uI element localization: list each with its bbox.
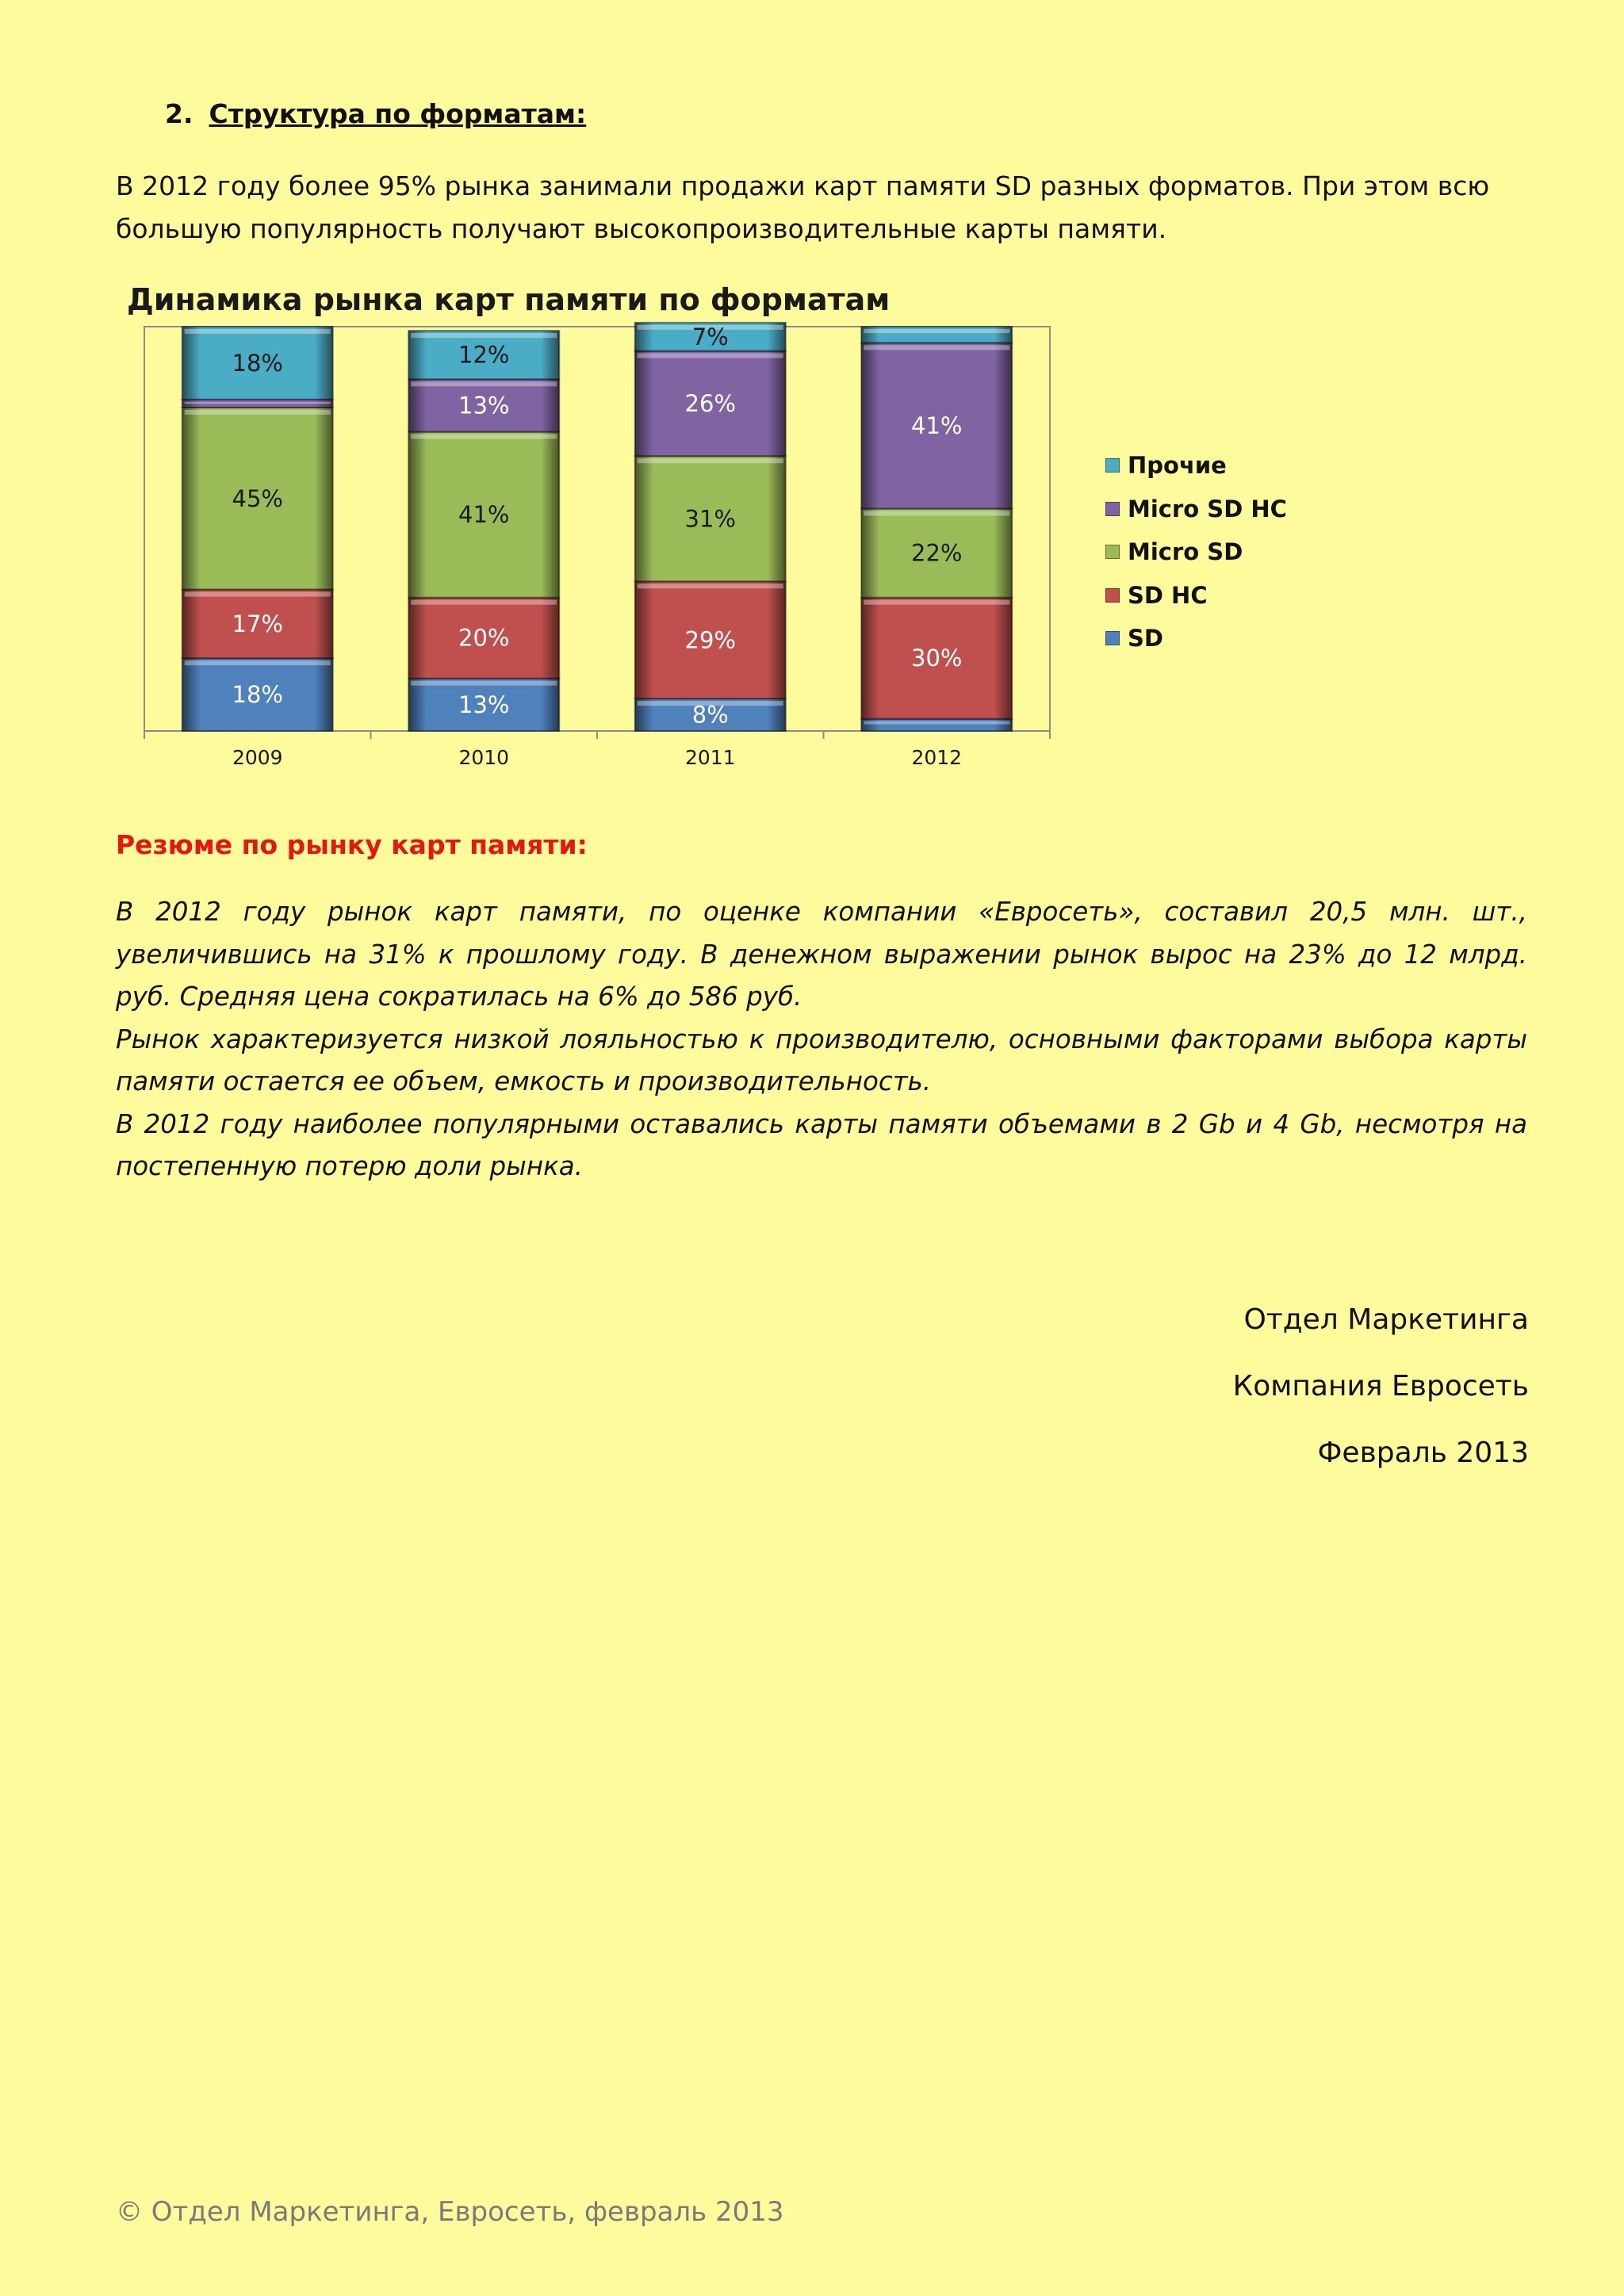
page-footer: © Отдел Маркетинга, Евросеть, февраль 2013 bbox=[116, 2196, 784, 2228]
data-label: 41% bbox=[911, 411, 963, 439]
bar-highlight bbox=[185, 592, 331, 597]
summary-paragraph: В 2012 году рынок карт памяти, по оценке компании «Евросеть», составил 20,5 млн. шт., увеличившись на 31% к прошлому году. В денежном выражении рынок вырос на 23% до 12 млрд. руб. Средняя цена сократилась на 6% до 586 руб. bbox=[116, 897, 1527, 1012]
data-label: 26% bbox=[684, 389, 736, 417]
intro-paragraph: В 2012 году более 95% рынка занимали продажи карт памяти SD разных форматов. При этом всю большую популярность получают высокопроизводительные карты памяти. bbox=[116, 170, 1490, 244]
signature-department: Отдел Маркетинга bbox=[1243, 1303, 1529, 1336]
summary-title: Резюме по рынку карт памяти: bbox=[116, 829, 588, 860]
bar-highlight bbox=[185, 329, 331, 334]
bar-highlight bbox=[864, 600, 1009, 605]
data-label: 17% bbox=[232, 610, 283, 637]
bar-highlight bbox=[411, 434, 557, 439]
legend-swatch bbox=[1105, 631, 1120, 645]
data-label: 7% bbox=[691, 323, 729, 350]
legend-label: Прочие bbox=[1128, 452, 1227, 480]
legend-item bbox=[1105, 488, 1287, 531]
chart-legend bbox=[1105, 444, 1287, 660]
data-label: 13% bbox=[458, 392, 510, 419]
signature-date: Февраль 2013 bbox=[1317, 1437, 1529, 1469]
bar-highlight bbox=[185, 402, 331, 404]
data-label: 41% bbox=[458, 501, 510, 529]
data-label: 22% bbox=[911, 539, 963, 567]
legend-item bbox=[1105, 444, 1287, 488]
bar-highlight bbox=[864, 329, 1009, 333]
legend-label: Micro SD bbox=[1128, 538, 1243, 566]
summary-paragraph: Рынок характеризуется низкой лояльностью к производителю, основными факторами выбора карты памяти остается ее объем, емкость и производительность. bbox=[116, 1024, 1527, 1096]
bar-highlight bbox=[411, 381, 557, 386]
summary-text bbox=[116, 891, 1527, 1188]
bar-highlight bbox=[411, 681, 557, 686]
section-title: Структура по форматам: bbox=[209, 98, 587, 129]
legend-swatch bbox=[1105, 502, 1120, 516]
data-label: 20% bbox=[458, 624, 510, 652]
legend-swatch bbox=[1105, 458, 1120, 473]
data-label: 13% bbox=[458, 691, 510, 718]
legend-label: Micro SD HC bbox=[1128, 495, 1287, 522]
summary-paragraph: В 2012 году наиболее популярными оставались карты памяти объемами в 2 Gb и 4 Gb, несмотря на постепенную потерю доли рынка. bbox=[116, 1108, 1527, 1181]
legend-item bbox=[1105, 617, 1287, 660]
bar-bevel bbox=[861, 719, 1012, 731]
section-heading bbox=[165, 98, 586, 129]
legend-label: SD HC bbox=[1128, 581, 1208, 609]
chart-title: Динамика рынка карт памяти по форматам bbox=[127, 282, 891, 317]
data-label: 18% bbox=[232, 681, 283, 709]
legend-item bbox=[1105, 530, 1287, 574]
signature-company: Компания Евросеть bbox=[1232, 1370, 1529, 1402]
bar-highlight bbox=[638, 458, 783, 463]
data-label: 8% bbox=[691, 701, 729, 729]
bar-highlight bbox=[411, 333, 557, 338]
x-tick-label: 2011 bbox=[684, 746, 736, 769]
bar-highlight bbox=[864, 511, 1009, 516]
bar-highlight bbox=[864, 345, 1009, 350]
legend-item bbox=[1105, 574, 1287, 618]
data-label: 30% bbox=[911, 645, 963, 672]
data-label: 45% bbox=[232, 484, 283, 512]
x-tick-label: 2010 bbox=[458, 746, 510, 769]
data-label: 31% bbox=[684, 505, 736, 533]
data-label: 12% bbox=[458, 341, 510, 369]
bar-highlight bbox=[411, 600, 557, 605]
legend-label: SD bbox=[1128, 625, 1163, 652]
data-label: 18% bbox=[232, 349, 283, 377]
bar-highlight bbox=[638, 354, 783, 358]
x-tick-label: 2012 bbox=[911, 746, 963, 769]
legend-swatch bbox=[1105, 588, 1120, 603]
x-tick-label: 2009 bbox=[232, 746, 283, 769]
bar-highlight bbox=[638, 584, 783, 588]
bar-highlight bbox=[185, 660, 331, 665]
section-number: 2. bbox=[165, 98, 193, 129]
bar-highlight bbox=[864, 721, 1009, 725]
bar-highlight bbox=[185, 410, 331, 415]
data-label: 29% bbox=[684, 626, 736, 654]
legend-swatch bbox=[1105, 545, 1120, 559]
